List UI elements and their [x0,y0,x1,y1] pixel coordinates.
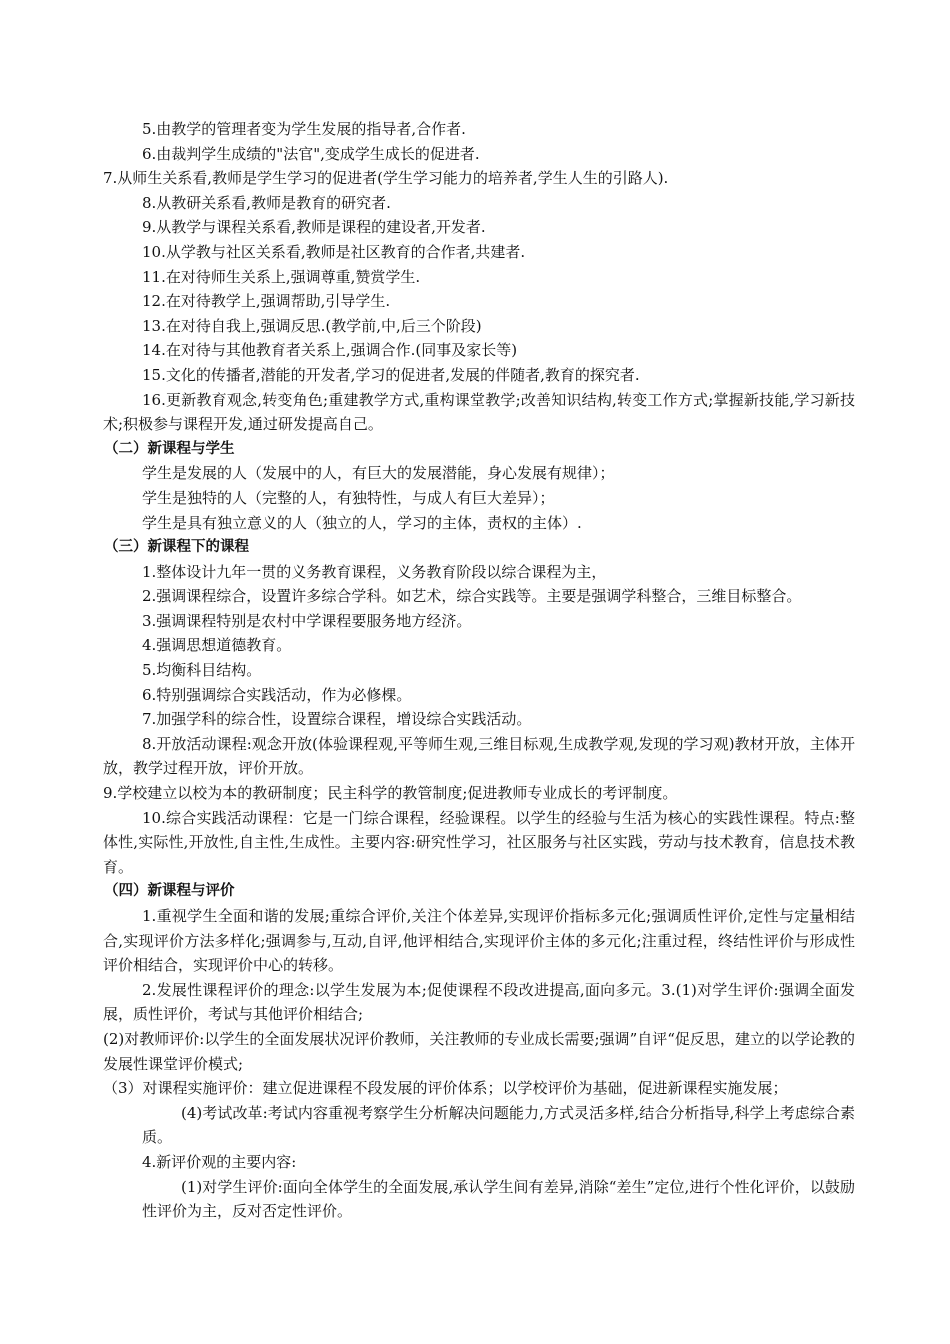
text-line: 6.由裁判学生成绩的"法官",变成学生成长的促进者. [142,144,480,163]
text-line: 7.从师生关系看,教师是学生学习的促进者(学生学习能力的培养者,学生人生的引路人). [103,169,669,188]
section-heading: （二）新课程与学生 [104,440,235,457]
text-line: 4.新评价观的主要内容: [142,1152,297,1171]
text-line: 11.在对待师生关系上,强调尊重,赞赏学生. [142,267,421,286]
text-line: 学生是独特的人（完整的人，有独特性，与成人有巨大差异）； [142,488,555,507]
text-line: 12.在对待教学上,强调帮助,引导学生. [142,292,391,311]
document-page [103,117,855,1224]
text-line: 学生是具有独立意义的人（独立的人，学习的主体，责权的主体）. [142,513,582,532]
text-line: 3.强调课程特别是农村中学课程要服务地方经济。 [142,611,472,630]
text-line: 13.在对待自我上,强调反思.(教学前,中,后三个阶段) [142,316,482,335]
text-line: 7.加强学科的综合性，设置综合课程，增设综合实践活动。 [142,710,532,729]
text-line: 6.特别强调综合实践活动，作为必修棵。 [142,685,412,704]
text-line: （3）对课程实施评价：建立促进课程不段发展的评价体系；以学校评价为基础，促进新课程实施发展； [103,1079,788,1098]
text-line: 8.从教研关系看,教师是教育的研究者. [142,193,391,212]
section-heading: （三）新课程下的课程 [104,539,249,556]
paragraph: 8.开放活动课程:观念开放(体验课程观,平等师生观,三维目标观,生成教学观,发现的学习观)教材开放，主体开放，教学过程开放，评价开放。 [103,734,855,778]
text-line: 5.均衡科目结构。 [142,661,262,680]
text-line: 14.在对待与其他教育者关系上,强调合作.(同事及家长等) [142,341,518,360]
paragraph: (4)考试改革:考试内容重视考察学生分析解决问题能力,方式灵活多样,结合分析指导,科学上考虑综合素质。 [142,1103,855,1147]
text-line: 1.整体设计九年一贯的义务教育课程，义务教育阶段以综合课程为主， [142,562,607,581]
text-line: 学生是发展的人（发展中的人，有巨大的发展潜能，身心发展有规律）； [142,464,615,483]
paragraph: (2)对教师评价:以学生的全面发展状况评价教师，关注教师的专业成长需要;强调”自评“促反思，建立的以学论教的发展性课堂评价模式; [103,1029,855,1073]
paragraph: 1.重视学生全面和谐的发展;重综合评价,关注个体差异,实现评价指标多元化;强调质性评价,定性与定量相结合,实现评价方法多样化;强调参与,互动,自评,他评相结合,实现评价主体的多元化;注重过程，终结性评价与形成性评价相结合，实现评价中心的转移。 [103,907,855,975]
text-line: 4.强调思想道德教育。 [142,636,292,655]
text-line: 15.文化的传播者,潜能的开发者,学习的促进者,发展的伴随者,教育的探究者. [142,365,640,384]
text-line: 10.从学教与社区关系看,教师是社区教育的合作者,共建者. [142,242,526,261]
paragraph: (1)对学生评价:面向全体学生的全面发展,承认学生间有差异,消除“差生”定位,进行个性化评价，以鼓励性评价为主，反对否定性评价。 [142,1177,855,1221]
paragraph: 2.发展性课程评价的理念:以学生发展为本;促使课程不段改进提高,面向多元。3.(1)对学生评价:强调全面发展，质性评价，考试与其他评价相结合; [103,980,855,1024]
text-line: 5.由教学的管理者变为学生发展的指导者,合作者. [142,120,466,138]
text-line: 9.从教学与课程关系看,教师是课程的建设者,开发者. [142,218,486,237]
text-line: 2.强调课程综合，设置许多综合学科。如艺术，综合实践等。主要是强调学科整合，三维目标整合。 [142,587,802,606]
text-line: 9.学校建立以校为本的教研制度；民主科学的教管制度;促进教师专业成长的考评制度。 [103,784,678,803]
section-heading: （四）新课程与评价 [104,883,235,900]
paragraph: 10.综合实践活动课程：它是一门综合课程，经验课程。以学生的经验与生活为核心的实践性课程。特点:整体性,实际性,开放性,自主性,生成性。主要内容:研究性学习，社区服务与社区实践，劳动与技术教育，信息技术教育。 [103,808,855,876]
paragraph: 16.更新教育观念,转变角色;重建教学方式,重构课堂教学;改善知识结构,转变工作方式;掌握新技能,学习新技术;积极参与课程开发,通过研发提高自己。 [103,390,855,434]
